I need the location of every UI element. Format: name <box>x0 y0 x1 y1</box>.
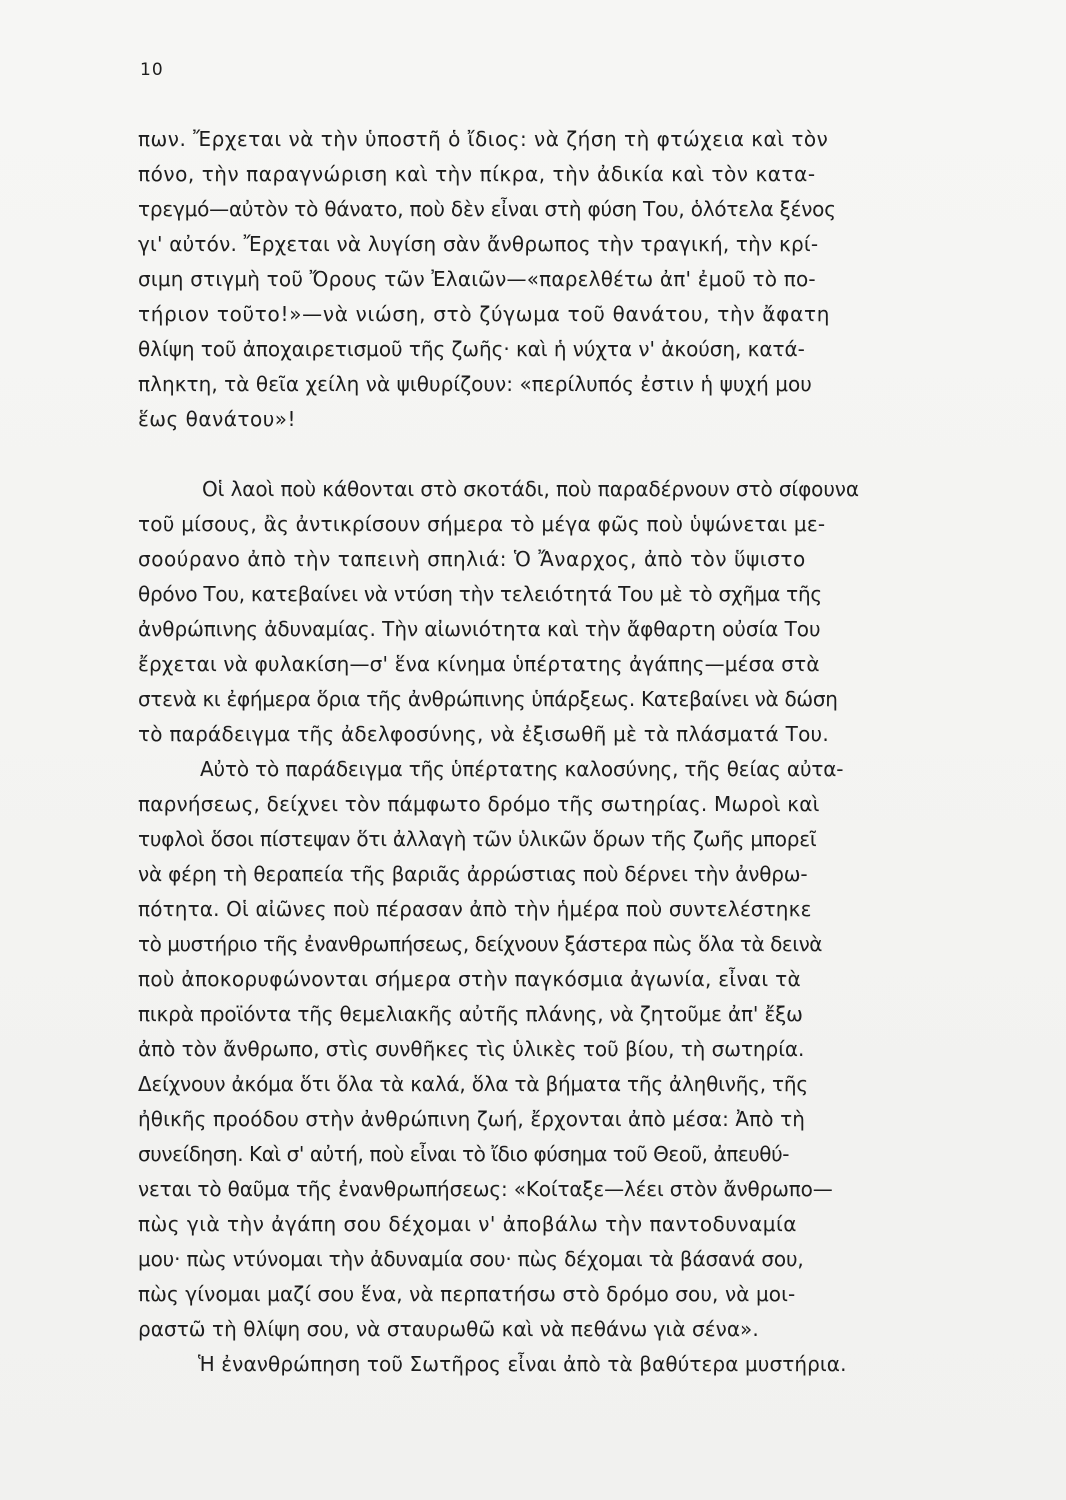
text-line: τρεγμό—αὐτὸν τὸ θάνατο, ποὺ δὲν εἶναι στὴ φύση Του, ὁλότελα ξένος <box>138 197 836 221</box>
text-line: Ἡ ἐνανθρώπηση τοῦ Σωτῆρος εἶναι ἀπὸ τὰ βαθύτερα μυστήρια. <box>198 1352 847 1376</box>
text-line: Αὐτὸ τὸ παράδειγμα τῆς ὑπέρτατης καλοσύνης, τῆς θείας αὐτα- <box>200 757 844 781</box>
text-line: σοούρανο ἀπὸ τὴν ταπεινὴ σπηλιά: Ὁ Ἄναρχος, ἀπὸ τὸν ὕψιστο <box>138 547 806 571</box>
paragraph-2 <box>138 472 996 752</box>
text-line: Δείχνουν ἀκόμα ὅτι ὅλα τὰ καλά, ὅλα τὰ βήματα τῆς ἀληθινῆς, τῆς <box>138 1072 808 1096</box>
text-line: παρνήσεως, δείχνει τὸν πάμφωτο δρόμο τῆς σωτηρίας. Μωροὶ καὶ <box>138 792 820 816</box>
text-line: νὰ φέρη τὴ θεραπεία τῆς βαριᾶς ἀρρώστιας ποὺ δέρνει τὴν ἀνθρω- <box>138 862 808 886</box>
text-line: θρόνο Του, κατεβαίνει νὰ ντύση τὴν τελειότητά Του μὲ τὸ σχῆμα τῆς <box>138 582 822 606</box>
paragraph-1 <box>138 122 996 437</box>
text-line: σιμη στιγμὴ τοῦ Ὄρους τῶν Ἐλαιῶν—«παρελθέτω ἀπ' ἐμοῦ τὸ πο- <box>138 267 816 291</box>
text-line: πὼς γιὰ τὴν ἀγάπη σου δέχομαι ν' ἀποβάλω τὴν παντοδυναμία <box>138 1212 797 1236</box>
text-line: τὸ μυστήριο τῆς ἐνανθρωπήσεως, δείχνουν ξάστερα πὼς ὅλα τὰ δεινὰ <box>138 932 823 956</box>
text-line: γι' αὐτόν. Ἔρχεται νὰ λυγίση σὰν ἄνθρωπος τὴν τραγική, τὴν κρί- <box>138 232 819 256</box>
text-line: πὼς γίνομαι μαζί σου ἕνα, νὰ περπατήσω στὸ δρόμο σου, νὰ μοι- <box>138 1282 796 1306</box>
paragraph-3 <box>138 752 996 1347</box>
text-line: ποὺ ἀποκορυφώνονται σήμερα στὴν παγκόσμια ἀγωνία, εἶναι τὰ <box>138 967 801 991</box>
text-line: στενὰ κι ἐφήμερα ὅρια τῆς ἀνθρώπινης ὑπάρξεως. Κατεβαίνει νὰ δώση <box>138 687 838 711</box>
text-line: πόνο, τὴν παραγνώριση καὶ τὴν πίκρα, τὴν ἀδικία καὶ τὸν κατα- <box>138 162 816 186</box>
text-line: ἀνθρώπινης ἀδυναμίας. Τὴν αἰωνιότητα καὶ τὴν ἄφθαρτη οὐσία Του <box>138 617 821 641</box>
text-line: τοῦ μίσους, ἂς ἀντικρίσουν σήμερα τὸ μέγα φῶς ποὺ ὑψώνεται με- <box>138 512 826 536</box>
text-line: ἕως θανάτου»! <box>138 407 297 431</box>
text-line: πότητα. Οἱ αἰῶνες ποὺ πέρασαν ἀπὸ τὴν ἡμέρα ποὺ συντελέστηκε <box>138 897 812 921</box>
text-line: ραστῶ τὴ θλίψη σου, νὰ σταυρωθῶ καὶ νὰ πεθάνω γιὰ σένα». <box>138 1317 759 1341</box>
text-line: τυφλοὶ ὅσοι πίστεψαν ὅτι ἀλλαγὴ τῶν ὑλικῶν ὅρων τῆς ζωῆς μπορεῖ <box>138 827 817 851</box>
text-line: τήριον τοῦτο!»—νὰ νιώση, στὸ ζύγωμα τοῦ θανάτου, τὴν ἄφατη <box>138 302 831 326</box>
text-line: τὸ παράδειγμα τῆς ἀδελφοσύνης, νὰ ἐξισωθῆ μὲ τὰ πλάσματά Του. <box>138 722 829 746</box>
text-line: πων. Ἔρχεται νὰ τὴν ὑποστῆ ὁ ἴδιος: νὰ ζήση τὴ φτώχεια καὶ τὸν <box>138 127 829 151</box>
page-number: 10 <box>140 60 164 80</box>
text-line: θλίψη τοῦ ἀποχαιρετισμοῦ τῆς ζωῆς· καὶ ἡ νύχτα ν' ἀκούση, κατά- <box>138 337 805 361</box>
text-line: ἔρχεται νὰ φυλακίση—σ' ἕνα κίνημα ὑπέρτατης ἀγάπης—μέσα στὰ <box>138 652 820 676</box>
text-line: πληκτη, τὰ θεῖα χείλη νὰ ψιθυρίζουν: «περίλυπός ἐστιν ἡ ψυχή μου <box>138 372 812 396</box>
paragraph-4 <box>138 1347 996 1382</box>
text-line: ἠθικῆς προόδου στὴν ἀνθρώπινη ζωή, ἔρχονται ἀπὸ μέσα: Ἀπὸ τὴ <box>138 1107 805 1131</box>
text-line: νεται τὸ θαῦμα τῆς ἐνανθρωπήσεως: «Κοίταξε—λέει στὸν ἄνθρωπο— <box>138 1177 833 1201</box>
text-line: συνείδηση. Καὶ σ' αὐτή, ποὺ εἶναι τὸ ἴδιο φύσημα τοῦ Θεοῦ, ἀπευθύ- <box>138 1142 789 1166</box>
text-line: πικρὰ προϊόντα τῆς θεμελιακῆς αὐτῆς πλάνης, νὰ ζητοῦμε ἀπ' ἔξω <box>138 1002 803 1026</box>
text-line: μου· πὼς ντύνομαι τὴν ἀδυναμία σου· πὼς δέχομαι τὰ βάσανά σου, <box>138 1247 804 1271</box>
text-line: Οἱ λαοὶ ποὺ κάθονται στὸ σκοτάδι, ποὺ παραδέρνουν στὸ σίφουνα <box>202 477 859 501</box>
text-line: ἀπὸ τὸν ἄνθρωπο, στὶς συνθῆκες τὶς ὑλικὲς τοῦ βίου, τὴ σωτηρία. <box>138 1037 805 1061</box>
